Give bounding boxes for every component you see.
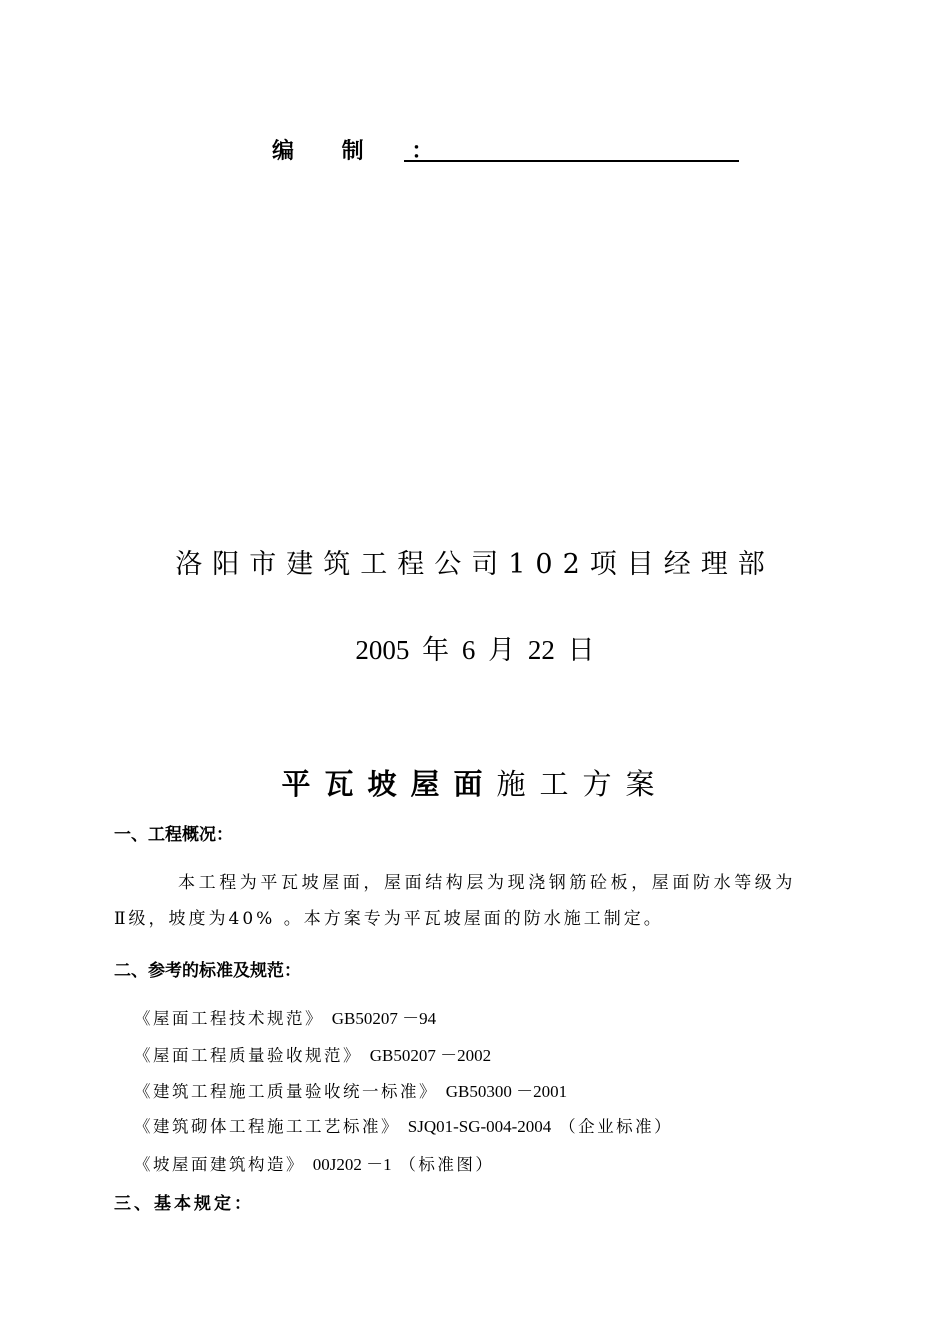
section-heading-overview: 一、工程概况：: [114, 825, 233, 845]
reference-name: 《建筑工程施工质量验收统一标准》: [134, 1082, 438, 1101]
reference-note: （标准图）: [399, 1155, 495, 1174]
overview-paragraph-line1: 本工程为平瓦坡屋面，屋面结构层为现浇钢筋砼板，屋面防水等级为: [178, 873, 796, 893]
reference-item: [134, 1004, 436, 1029]
reference-code: GB50207 －2002: [369, 1046, 492, 1065]
reference-code: GB50207 －94: [331, 1009, 437, 1028]
document-date: 2005 年 6 月 22 日: [355, 635, 595, 665]
reference-item: [134, 1150, 494, 1175]
overview-paragraph-line2: Ⅱ级，坡度为40% 。本方案专为平瓦坡屋面的防水施工制定。: [114, 909, 664, 929]
section-heading-standards: 二、参考的标准及规范：: [114, 961, 301, 981]
reference-name: 《坡屋面建筑构造》: [134, 1155, 305, 1174]
editor-signature-line: [404, 160, 739, 162]
reference-item: [134, 1113, 673, 1137]
reference-name: 《屋面工程质量验收规范》: [134, 1046, 362, 1065]
company-name: 洛阳市建筑工程公司102项目经理部: [175, 549, 775, 580]
reference-code: 00J202 －1: [312, 1155, 392, 1174]
title-normal-part: 施工方案: [496, 767, 669, 801]
reference-item: [134, 1041, 491, 1066]
reference-name: 《建筑砌体工程施工工艺标准》: [134, 1117, 400, 1136]
reference-code: GB50300 －2001: [445, 1082, 568, 1101]
reference-code: SJQ01-SG-004-2004: [407, 1117, 552, 1136]
reference-name: 《屋面工程技术规范》: [134, 1009, 324, 1028]
document-title: [0, 762, 950, 803]
reference-item: [134, 1077, 567, 1102]
reference-note: （企业标准）: [559, 1117, 674, 1136]
section-heading-basic-rules: 三、基本规定：: [114, 1194, 254, 1214]
editor-label: 编 制 ：: [272, 139, 454, 164]
title-bold-part: 平瓦坡屋面: [281, 767, 497, 801]
